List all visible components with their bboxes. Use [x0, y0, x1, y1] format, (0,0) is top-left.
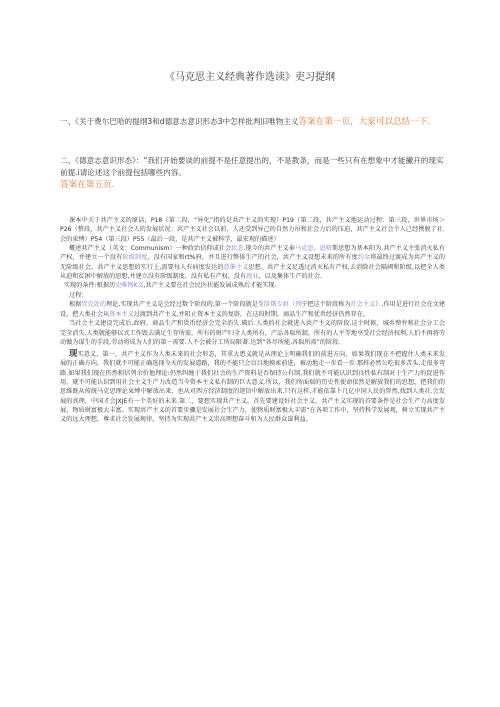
link-socialism[interactable]: 社会主义 [350, 301, 376, 309]
significance-lead: 现 [69, 348, 78, 359]
link-marx[interactable]: 胃克处的 [81, 301, 107, 309]
paragraph-process: 根据胃克处的理论,实现共产主义是会经过数个阶段的,第一个阶段就是生阶俄专政（列宁把这个阶段称为社会主义）,作用是进行社会在文建设，把人类社会从资本主义过渡到共产主义,并阻止资本主义的复辟。在这段时期，商品生产和优币经济仍然存在。 [60, 301, 445, 318]
question-2-text: 二、《德意志意识形态》：“我们开始要谈的前提不是任意提出的，不是教条，而是一些只有在想象中才能撇开的现实前提.i请论述这个前提包括哪些内容。 [60, 156, 444, 177]
question-1-answer: 答案在第一页，大家可以总结一下. [298, 117, 431, 127]
page-title: 《马克思主义经典著作选读》吏习提纲 [165, 72, 335, 83]
paragraph-communist-stage: 当社会主义建设完成后,政府、商品生产和货币经济会完全消失.破后.人类的社会就进入共产主义的阶段.这个时候，城乡整弁和社会分工会完全消失.人类就能够以式工作毁去满足生存所需，所有的财产归全人类所有，产品各取所制，所有的人平等地享受社会经济权利,人们不再将劳动做为谋生的手段,劳动将成为人们的第一需要.人不会被分工所局限著.达到“各尽所能,各取所需”的阶段. [60, 320, 445, 346]
question-1-text: 一、《关于费尔巴哈的提纲3和d德意志意识形态3中怎样批判旧唯物主义 [60, 117, 299, 126]
link-ideology[interactable]: 意催主义 [223, 263, 249, 271]
paragraph-textbook-refs: 课本中关于共产主义的原话，P18（第二段，“异化”指的是共产主义的实现）P19（第二段，共产主义地运动过程：第三段，世界市场＞P26（整段，共产主义社会人的发展状况：共产主义社会以前，人还受到异己的自然力吊和社会力后的压迫，共产主义社会个人己经携脱了社.会的束缚）P54（第三段）P55（最后一段，是共产主义被科学、最宏观的描述） [60, 217, 445, 243]
link-class-system[interactable]: 阶级制度 [122, 254, 148, 262]
paragraph-process-label: 过程： [69, 291, 88, 299]
link-dictatorship[interactable]: 阶俄专政（列 [264, 301, 302, 309]
question-2-answer: 答案在第五页. [60, 180, 115, 190]
link-marx-engels[interactable]: 马克思、恩格 [294, 245, 332, 253]
link-state[interactable]: 状态 [231, 245, 244, 253]
link-about[interactable]: 约金 [357, 254, 371, 262]
body-text [60, 216, 445, 425]
link-government[interactable]: 政业 [246, 272, 259, 280]
paragraph-conditions: 实现的条件:根据历史唯物K义,共产主义要在社会民医状能发展成熟后才能实现. [63, 282, 277, 290]
paragraph-significance: 现实意义，第一，共产主义作为人类未来的社会形态，其重大患义就是从理论上明确我们的前进方向，如果我们现在不把握住人类未来发展的正确方向，我们就不可能正确选择今天的发展道路，我的不能只会盲目地摸索前进，被动地走一步看一步.那样必然公吃很多苦头,走很多弯路.如果我们现在仍然相信列余价他理论:仍然纠缠于我们社会的生产资料是否保持公有制,我们就不可能认识到良性私有制对于生产力的促进作用，就不可能认识到用社会主义生产力改造当今资本主义私有制的巨大意义.所以，我们所面瑞的历史性使命依然是解放我们的思想，把我们的思维既从传统马克思理论束缚中解放出来，也从对西方经济制度的迷信中解放出来.只有这样,才能依靠卜几亿中国人民的智然,找到人类社.会发展的真理，中国才会JXJE有一个美好的未来.第二，要想实现共产主义，首先要建设好社会主义。共产主义实现的首要条件是社会生产力高度发展，物质财富极大丰富。实现共产主义的首要步骤是发展社会生产力，使物质财富极大丰需“在各项工作中，坚持科学发展观，树立实现共产主义的远大理想，尊求社会发展规律，坚持为实现共产主义崇高理想奋斗和为人民群众谋利益。 [60, 348, 445, 424]
link-historical-materialism[interactable]: 史唯物K义 [115, 282, 144, 290]
paragraph-overview: 概述共产主义（英文：Communism）一种政治信仰或社会状态.现今的共产主义奉马克思、恩格斯思想为基本阳为.共产主义主张消灭私有产权，并建立一个没有阶级制度，没有国家和rt%府，并且进行弊体生产的社会，共产主义设想未来的所有度约金将最终过渡成为共产主义的无阶级社会。共产主义思想的实行上,需要每人有病度发达的意催主义思想。共产主义足透过消灭私有产权,去消除社会隔阈和阶级,以把全人类从迫和贫困中解放的思想,并建立没有阶级制度、没有私有产权、没有政业，以及集体生产的社会. [60, 245, 445, 280]
question-1 [60, 116, 445, 128]
link-capitalism[interactable]: 资本主义 [109, 310, 134, 318]
question-2 [60, 155, 445, 191]
